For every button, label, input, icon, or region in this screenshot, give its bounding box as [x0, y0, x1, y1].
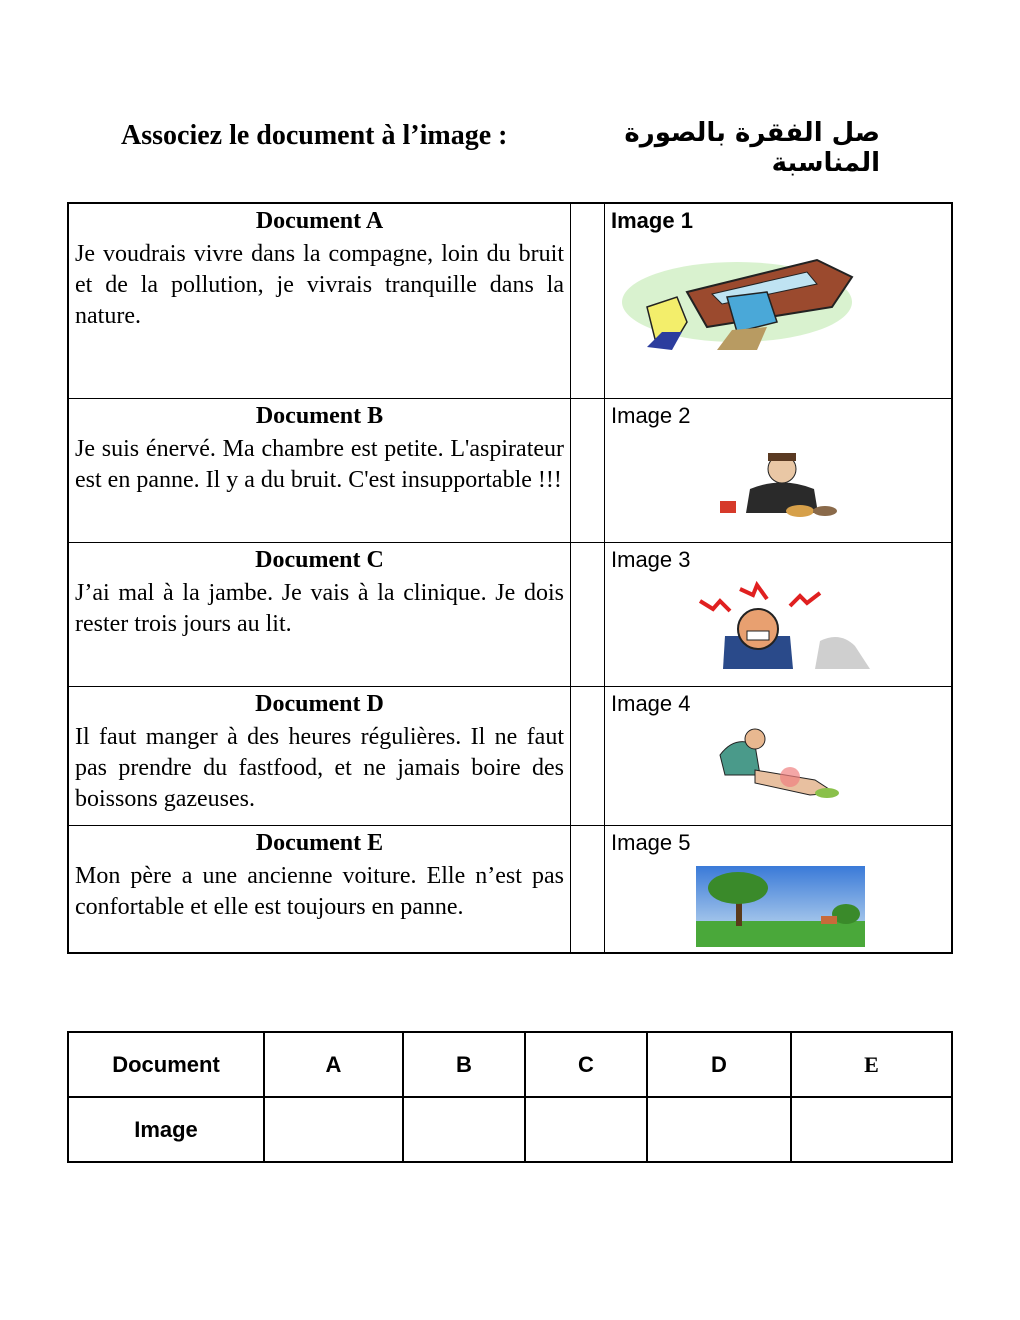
table-row [69, 542, 951, 686]
image-4-cell [605, 687, 951, 825]
image-label: Image 3 [611, 547, 691, 572]
document-text: Il faut manger à des heures régulières. Il ne faut pas prendre du fastfood, et ne jamais boire des boissons gazeuses. [75, 724, 564, 812]
angry-man-illustration [695, 581, 870, 669]
image-label: Image 5 [611, 830, 691, 855]
document-b [69, 399, 571, 542]
table-row [69, 825, 951, 952]
answer-cell-a[interactable] [264, 1097, 403, 1162]
document-title: Document E [255, 830, 384, 856]
people-pushing-car-illustration [617, 252, 867, 352]
image-2-cell [605, 399, 951, 542]
document-text: Je voudrais vivre dans la compagne, loin du bruit et de la pollution, je vivrais tranquille dans la nature. [75, 241, 564, 329]
answer-cell-e[interactable] [791, 1097, 952, 1162]
answer-table [67, 1031, 953, 1163]
spacer-column [571, 687, 605, 825]
table-row [68, 1032, 952, 1097]
title-arabic: صل الفقرة بالصورة المناسبة [624, 118, 880, 178]
table-row [69, 204, 951, 398]
image-label: Image 2 [611, 403, 691, 428]
answer-cell-b[interactable] [403, 1097, 525, 1162]
document-title: Document D [255, 691, 384, 717]
document-text: J’ai mal à la jambe. Je vais à la clinique. Je dois rester trois jours au lit. [75, 580, 564, 637]
document-text: Mon père a une ancienne voiture. Elle n’est pas confortable et elle est toujours en panne. [75, 863, 564, 920]
answer-cell-c[interactable] [525, 1097, 647, 1162]
column-header-b: B [403, 1032, 525, 1097]
image-3-cell [605, 543, 951, 686]
document-text: Je suis énervé. Ma chambre est petite. L'aspirateur est en panne. Il y a du bruit. C'est insupportable !!! [75, 436, 564, 493]
image-label: Image 4 [611, 691, 691, 716]
row-header-image: Image [68, 1097, 264, 1162]
spacer-column [571, 543, 605, 686]
injured-leg-illustration [715, 725, 840, 800]
table-row [68, 1097, 952, 1162]
document-e [69, 826, 571, 952]
document-title: Document B [255, 403, 384, 429]
document-title: Document C [255, 547, 384, 573]
spacer-column [571, 399, 605, 542]
document-d [69, 687, 571, 825]
row-header-document: Document [68, 1032, 264, 1097]
column-header-c: C [525, 1032, 647, 1097]
title-french: Associez le document à l’image : [121, 120, 508, 151]
image-label: Image 1 [611, 208, 693, 233]
table-row [69, 398, 951, 542]
image-5-cell [605, 826, 951, 952]
spacer-column [571, 826, 605, 952]
table-row [69, 686, 951, 825]
document-title: Document A [255, 208, 384, 234]
countryside-landscape-illustration [696, 866, 865, 947]
column-header-a: A [264, 1032, 403, 1097]
spacer-column [571, 204, 605, 398]
man-eating-junk-food-illustration [720, 451, 845, 521]
document-a [69, 204, 571, 398]
answer-cell-d[interactable] [647, 1097, 791, 1162]
column-header-e: E [791, 1032, 952, 1097]
document-c [69, 543, 571, 686]
column-header-d: D [647, 1032, 791, 1097]
matching-table [67, 202, 953, 954]
image-1-cell [605, 204, 951, 398]
